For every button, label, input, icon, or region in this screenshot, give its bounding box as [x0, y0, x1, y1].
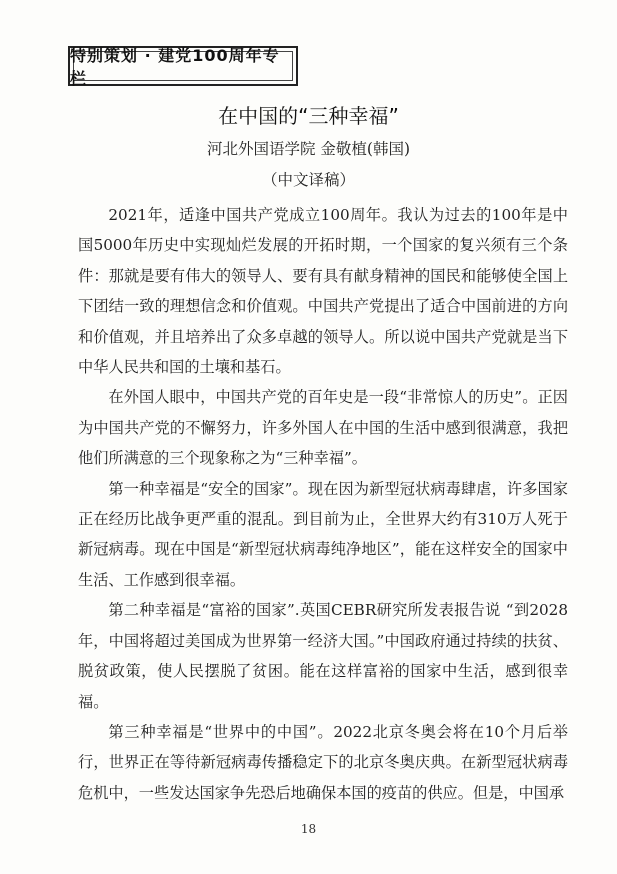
paragraph-5: 第三种幸福是“世界中的中国”。2022北京冬奥会将在10个月后举行，世界正在等待新冠病毒传播稳定下的北京冬奥庆典。在新型冠状病毒危机中，一些发达国家争先恐后地确保本国的疫苗的供应。但是，中国承 [78, 722, 568, 802]
paragraph-2: 在外国人眼中，中国共产党的百年史是一段“非常惊人的历史”。正因为中国共产党的不懈努力，许多外国人在中国的生活中感到很满意，我把他们所满意的三个现象称之为“三种幸福”。 [78, 388, 568, 468]
page-number: 18 [300, 822, 317, 836]
article-title: 在中国的“三种幸福” [218, 104, 399, 128]
paragraph-1: 2021年，适逢中国共产党成立100周年。我认为过去的100年是中国5000年历史中实现灿烂发展的开拓时期，一个国家的复兴须有三个条件：那就是要有伟大的领导人、要有具有献身精神的国民和能够使全国上下团结一致的理想信念和价值观。中国共产党提出了适合中国前进的方向和价值观，并且培养出了众多卓越的领导人。所以说中国共产党就是当下中华人民共和国的土壤和基石。 [78, 206, 568, 377]
article-author: 河北外国语学院 金敬植(韩国) [206, 140, 411, 158]
article-subtitle: （中文译稿） [261, 171, 355, 189]
article-body [78, 200, 568, 808]
column-header-box [68, 46, 298, 86]
paragraph-3: 第一种幸福是“安全的国家”。现在因为新型冠状病毒肆虐，许多国家正在经历比战争更严重的混乱。到目前为止，全世界大约有310万人死于新冠病毒。现在中国是“新型冠状病毒纯净地区”，能在这样安全的国家中生活、工作感到很幸福。 [78, 479, 568, 589]
paragraph-4: 第二种幸福是“富裕的国家”.英国CEBR研究所发表报告说 “到2028年，中国将超过美国成为世界第一经济大国。”中国政府通过持续的扶贫、脱贫政策，使人民摆脱了贫困。能在这样富裕的国家中生活，感到很幸福。 [78, 601, 568, 711]
column-label: 特别策划 · 建党100周年专栏 [70, 46, 280, 88]
